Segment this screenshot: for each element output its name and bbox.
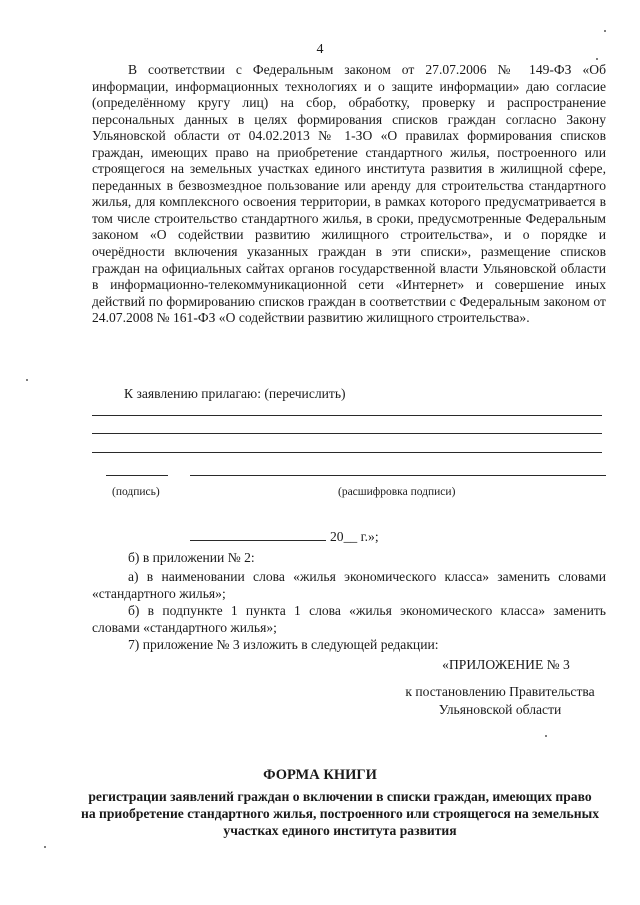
form-title: ФОРМА КНИГИ (263, 767, 377, 783)
scan-speck (596, 58, 598, 60)
appendix-line-2: Ульяновской области (438, 702, 562, 717)
attachment-line-1 (92, 415, 602, 416)
appendix-line-1: к постановлению Правительства (405, 684, 595, 699)
attachments-label: К заявлению прилагаю: (перечислить) (124, 386, 346, 401)
decryption-line (190, 475, 606, 476)
amendment-item-b: б) в подпункте 1 пункта 1 слова «жилья экономического класса» заменить словами «стандартного жилья»; (92, 603, 606, 635)
signature-line (106, 475, 168, 476)
form-subtitle: регистрации заявлений граждан о включении в списки граждан, имеющих право на приобретение стандартного жилья, построенного или строящегося на земельных участках единого института развития (80, 789, 599, 838)
scan-speck (545, 735, 547, 737)
amendment-appendix2-intro: б) в приложении № 2: (128, 550, 255, 565)
scan-speck (44, 846, 46, 848)
decryption-caption: (расшифровка подписи) (338, 486, 456, 498)
date-text: 20__ г.»; (330, 529, 379, 544)
amendment-item-7: 7) приложение № 3 изложить в следующей редакции: (128, 637, 439, 652)
scan-speck (604, 30, 606, 32)
attachment-line-3 (92, 452, 602, 453)
appendix-title: «ПРИЛОЖЕНИЕ № 3 (442, 657, 570, 672)
scan-speck (26, 379, 28, 381)
date-line (190, 528, 379, 545)
date-blank (190, 528, 326, 541)
signature-caption: (подпись) (112, 486, 160, 498)
amendment-item-a: а) в наименовании слова «жилья экономического класса» заменить словами «стандартного жилья»; (92, 569, 606, 601)
consent-paragraph: В соответствии с Федеральным законом от 27.07.2006 № 149-ФЗ «Об информации, информационных технологиях и о защите информации» даю согласие (определённому кругу лиц) на сбор, обработку, проверку и распространение персональных данных в целях формирования списков граждан согласно Закону Ульяновской области от 04.02.2013 № 1-ЗО «О правилах формирования списков граждан, имеющих право на приобретение стандартного жилья, построенного или строящегося на земельных участках единого института развития в жилищной сфере, переданных в безвозмездное пользование или аренду для строительства стандартного жилья, для комплексного освоения территории, в рамках которого предусматривается в том числе строительство стандартного жилья, в сроки, предусмотренные Федеральным законом «О содействии развитию жилищного строительства», и о порядке и очерёдности включения указанных граждан в эти списки», размещение списков граждан на официальных сайтах органов государственной власти Ульяновской области в информационно-телекоммуникационной сети «Интернет» и совершение иных действий по формированию списков граждан в соответствии с Федеральным законом от 24.07.2008 № 161-ФЗ «О содействии развитию жилищного строительства». (92, 62, 606, 326)
page-number: 4 (316, 42, 324, 57)
attachment-line-2 (92, 433, 602, 434)
